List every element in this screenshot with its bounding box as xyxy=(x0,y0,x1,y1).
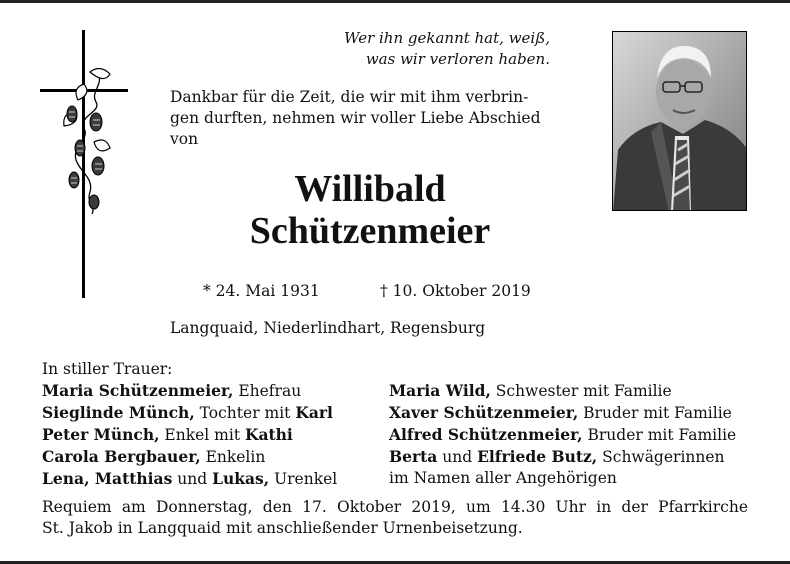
mourner-line: Xaver Schützenmeier, Bruder mit Familie xyxy=(389,403,732,422)
intro-line: von xyxy=(170,130,199,148)
memorial-quote xyxy=(300,28,550,70)
requiem-line: Requiem am Donnerstag, den 17. Oktober 2019, um 14.30 Uhr in der Pfarrkirche xyxy=(42,498,748,516)
quote-line: was wir verloren haben. xyxy=(365,50,550,68)
portrait-photo xyxy=(612,31,747,211)
mourner-line: Berta und Elfriede Butz, Schwägerinnen xyxy=(389,447,725,466)
mourner-line: Maria Schützenmeier, Ehefrau xyxy=(42,381,302,400)
intro-line: Dankbar für die Zeit, die wir mit ihm verbrin- xyxy=(170,88,529,106)
first-name: Willibald xyxy=(294,168,446,210)
mourner-line: Alfred Schützenmeier, Bruder mit Familie xyxy=(389,425,737,444)
top-border xyxy=(0,0,790,3)
intro-line: gen durften, nehmen wir voller Liebe Abschied xyxy=(170,109,541,127)
mourner-line: Lena, Matthias und Lukas, Urenkel xyxy=(42,469,338,488)
mourners-left-column xyxy=(42,380,337,490)
requiem-line: St. Jakob in Langquaid mit anschließender Urnenbeisetzung. xyxy=(42,519,523,537)
intro-text xyxy=(170,87,580,150)
mourners-right-column xyxy=(389,380,736,489)
mourner-line: im Namen aller Angehörigen xyxy=(389,469,617,487)
deceased-name xyxy=(150,168,590,252)
last-name: Schützenmeier xyxy=(249,210,491,252)
mourner-line: Carola Bergbauer, Enkelin xyxy=(42,447,266,466)
death-date: † 10. Oktober 2019 xyxy=(380,282,531,300)
places: Langquaid, Niederlindhart, Regensburg xyxy=(170,319,486,337)
mourner-line: Peter Münch, Enkel mit Kathi xyxy=(42,425,293,444)
mourners-heading: In stiller Trauer: xyxy=(42,360,173,378)
mourner-line: Maria Wild, Schwester mit Familie xyxy=(389,381,672,400)
birth-date: * 24. Mai 1931 xyxy=(203,282,320,300)
quote-line: Wer ihn gekannt hat, weiß, xyxy=(344,29,550,47)
cross-with-hops-icon xyxy=(38,30,133,300)
mourner-line: Sieglinde Münch, Tochter mit Karl xyxy=(42,403,333,422)
requiem-notice xyxy=(42,497,748,539)
